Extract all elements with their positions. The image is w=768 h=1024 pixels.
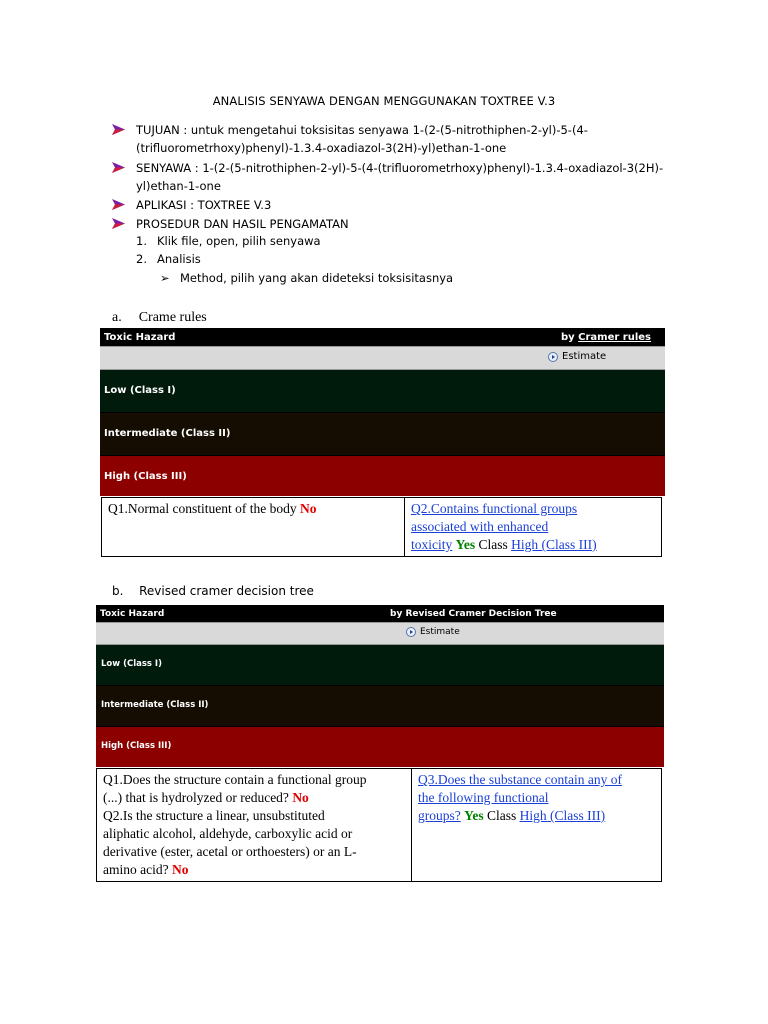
step-2-number: 2.	[136, 252, 147, 266]
sub-bullet-arrow-icon: ➢	[160, 271, 170, 285]
step-1-number: 1.	[136, 234, 147, 248]
panel-b-header	[96, 605, 664, 622]
class-row-intermediate	[100, 413, 665, 455]
cramer-class-link[interactable]: High (Class III)	[511, 537, 597, 552]
class-row-intermediate-b-label: Intermediate (Class II)	[101, 700, 209, 710]
panel-header-method	[561, 332, 651, 343]
estimate-bar-b	[96, 622, 664, 645]
sub-bullet-text: Method, pilih yang akan dideteksi toksisitasnya	[180, 271, 454, 285]
cramer-q1-answer: No	[299, 501, 317, 516]
revised-q3-link-2[interactable]: the following functional	[418, 790, 549, 805]
cramer-q2-cell	[405, 498, 662, 557]
panel-b-header-title: Toxic Hazard	[100, 609, 165, 619]
document-title: ANALISIS SENYAWA DENGAN MENGGUNAKAN TOXTREE V.3	[212, 94, 556, 108]
cramer-result-table	[101, 497, 662, 557]
class-row-intermediate-label: Intermediate (Class II)	[104, 428, 231, 439]
revised-q2-line-3: derivative (ester, acetal or orthoesters) or an L-	[103, 844, 357, 859]
bullet-tujuan-line-1: TUJUAN : untuk mengetahui toksisitas senyawa 1-(2-(5-nitrothiphen-2-yl)-5-(4-	[136, 123, 588, 137]
revised-q1-line-2: (...) that is hydrolyzed or reduced?	[103, 790, 289, 805]
revised-q3-link-3[interactable]: groups?	[418, 808, 461, 823]
panel-header-title: Toxic Hazard	[104, 332, 176, 343]
bullet-senyawa-line-1: SENYAWA : 1-(2-(5-nitrothiphen-2-yl)-5-(4-(trifluorometrhoxy)phenyl)-1.3.4-oxadiazol-3(2H)-	[136, 161, 664, 175]
step-1-text: Klik file, open, pilih senyawa	[157, 234, 321, 248]
estimate-button[interactable]	[548, 351, 606, 362]
revised-q1-line-1: Q1.Does the structure contain a functional group	[103, 772, 367, 787]
cramer-rules-link[interactable]: Cramer rules	[578, 332, 651, 343]
play-circle-icon	[406, 627, 416, 637]
toxic-hazard-panel-cramer	[100, 328, 665, 496]
estimate-label-b: Estimate	[420, 627, 460, 637]
class-row-low-b	[96, 645, 664, 685]
revised-q2-line-1: Q2.Is the structure a linear, unsubstituted	[103, 808, 325, 823]
revised-result-table	[96, 768, 662, 882]
bullet-tujuan-line-2: (trifluorometrhoxy)phenyl)-1.3.4-oxadiazol-3(2H)-yl)ethan-1-one	[136, 141, 507, 155]
cramer-q1-text: Q1.Normal constituent of the body	[108, 501, 297, 516]
bullet-aplikasi-text: APLIKASI : TOXTREE V.3	[136, 198, 272, 212]
panel-header	[100, 328, 665, 346]
class-row-high	[100, 456, 665, 496]
section-b-letter: b.	[112, 584, 124, 598]
revised-class-word: Class	[487, 808, 517, 823]
estimate-button-b[interactable]	[406, 627, 460, 637]
class-row-intermediate-b	[96, 686, 664, 726]
revised-q2-line-2: aliphatic alcohol, aldehyde, carboxylic acid or	[103, 826, 353, 841]
revised-q2-line-4: amino acid?	[103, 862, 169, 877]
cramer-q2-link-2[interactable]: associated with enhanced	[411, 519, 549, 534]
bullet-prosedur-text: PROSEDUR DAN HASIL PENGAMATAN	[136, 217, 349, 231]
section-b-title: Revised cramer decision tree	[139, 584, 314, 598]
class-row-high-label: High (Class III)	[104, 471, 187, 482]
revised-q3-cell	[412, 769, 662, 882]
class-row-low	[100, 370, 665, 412]
cramer-q1-cell	[102, 498, 405, 557]
section-b-label	[112, 584, 314, 598]
toxic-hazard-panel-revised	[96, 605, 664, 767]
panel-b-header-method[interactable]: by Revised Cramer Decision Tree	[390, 609, 557, 619]
step-2-text: Analisis	[157, 252, 201, 266]
class-row-low-label: Low (Class I)	[104, 385, 176, 396]
bullet-senyawa-line-2: yl)ethan-1-one	[136, 179, 221, 193]
play-circle-icon	[548, 352, 558, 362]
class-row-high-b-label: High (Class III)	[101, 741, 172, 751]
revised-q1-q2-cell	[97, 769, 412, 882]
revised-q1-answer: No	[292, 790, 309, 805]
cramer-q2-link-3[interactable]: toxicity	[411, 537, 453, 552]
revised-class-link[interactable]: High (Class III)	[519, 808, 606, 823]
estimate-bar	[100, 346, 665, 370]
cramer-q2-answer: Yes	[455, 537, 476, 552]
section-a-title: Crame rules	[138, 310, 207, 325]
arrow-bullet-icon	[112, 162, 125, 173]
cramer-class-word: Class	[478, 537, 508, 552]
section-a-letter: a.	[112, 310, 122, 325]
estimate-label: Estimate	[562, 351, 607, 362]
revised-q3-answer: Yes	[464, 808, 484, 823]
arrow-bullet-icon	[112, 199, 125, 210]
section-a-label	[112, 310, 207, 326]
class-row-high-b	[96, 727, 664, 767]
revised-q3-link-1[interactable]: Q3.Does the substance contain any of	[418, 772, 622, 787]
panel-header-by: by	[560, 332, 575, 343]
arrow-bullet-icon	[112, 218, 125, 229]
class-row-low-b-label: Low (Class I)	[101, 659, 162, 669]
cramer-q2-link-1[interactable]: Q2.Contains functional groups	[411, 501, 578, 516]
arrow-bullet-icon	[112, 124, 125, 135]
revised-q2-answer: No	[171, 862, 189, 877]
